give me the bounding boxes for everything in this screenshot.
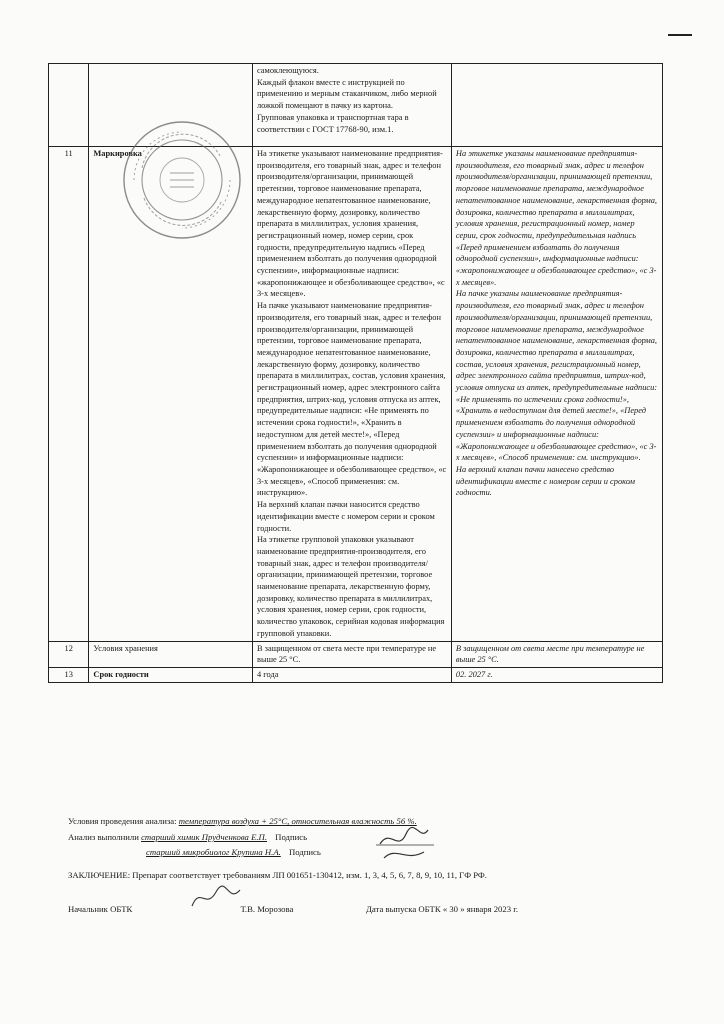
row-number-cell: 11 <box>49 147 89 642</box>
row-name-cell: Маркировка <box>89 147 253 642</box>
table-row <box>49 667 663 682</box>
requirement-cell: В защищенном от света месте при температуре не выше 25 °С. <box>252 641 451 667</box>
row-name-cell: Условия хранения <box>89 641 253 667</box>
row-name-cell: Срок годности <box>89 667 253 682</box>
result-paragraph: На пачке указаны наименование предприятия-производителя, его товарный знак, адрес и телефон производителя/организации, принимающей претензии, торговое наименование препарата, международное непатентованное наименование, лекарственная форма, дозировка, количество препарата в миллилитрах, состав, условия хранения, регистрационный номер, адрес электронного сайта предприятия, штрих-код, условия отпуска из аптек, предупредительные надписи: «Не применять по истечении срока годности!», «Хранить в недоступном для детей месте!», «Перед применением взболтать до получения однородной суспензии» и информационные надписи: «Жаропонижающее и обезболивающее средство», «с 3-х месяцев», «Способ применения: см. инструкцию». <box>455 289 658 463</box>
result-cell <box>451 147 662 642</box>
signature <box>376 822 436 862</box>
requirement-cell <box>252 147 451 642</box>
page-corner-mark <box>668 34 692 36</box>
result-cell: В защищенном от света месте при температуре не выше 25 °С. <box>451 641 662 667</box>
signature <box>186 876 246 916</box>
requirement-paragraph: Групповая упаковка и транспортная тара в соответствии с ГОСТ 17768-90, изм.1. <box>256 112 409 134</box>
analyst-name: старший химик Прудченкова Е.П. <box>141 832 267 842</box>
analysis-label: Анализ выполнили <box>68 832 139 842</box>
signature-label: Подпись <box>275 832 308 842</box>
requirement-cell: 4 года <box>252 667 451 682</box>
table-row <box>49 641 663 667</box>
requirement-paragraph: На пачке указывают наименование предприятия-производителя, его товарный знак, адрес и телефон производителя/организации, принимающей претензии, торговое наименование препарата, международное непатентованное наименование, лекарственную форму, дозировку, количество препарата в миллилитрах, состав, условия хранения, регистрационный номер, адрес электронного сайта предприятия, штрих-код, условия отпуска из аптек, предупредительные надписи: «Не применять по истечении срока годности!», «Хранить в недоступном для детей месте!», «Перед применением взболтать до получения однородной суспензии» и информационные надписи: «Жаропонижающее и обезболивающее средство», «с 3-х месяцев», «Способ применения: см. инструкцию». <box>256 301 447 498</box>
analysts-line-1 <box>68 832 307 842</box>
result-paragraph: На верхний клапан пачки нанесено средство идентификации вместе с номером серии и сроком годности. <box>455 464 635 498</box>
requirement-paragraph: На этикетке указывают наименование предприятия-производителя, его товарный знак, адрес и телефон производителя/организации, принимающей претензии, торговое наименование препарата, международное непатентованное наименование, лекарственную форму, дозировку, количество препарата в миллилитрах, условия хранения, регистрационный номер, номер серии, срок годности, предупредительную надпись «Перед применением взболтать до получения однородной суспензии», информационные надписи: «жаропонижающее и обезболивающее средство», «с 3-х месяцев». <box>256 149 445 299</box>
analysts-line-2 <box>146 847 321 857</box>
conditions-value: температура воздуха + 25°С, относительная влажность 56 %. <box>178 816 417 826</box>
company-stamp <box>120 118 245 243</box>
row-number-cell <box>49 64 89 147</box>
result-cell: 02. 2027 г. <box>451 667 662 682</box>
head-signature-line <box>68 904 293 914</box>
row-number-cell: 13 <box>49 667 89 682</box>
analyst-name: старший микробиолог Крупина Н.А. <box>146 847 281 857</box>
result-paragraph: На этикетке указаны наименование предприятия-производителя, его товарный знак, адрес и телефон производителя/организации, принимающей претензии, торговое наименование препарата, международное непатентованное наименование, лекарственная форма, дозировка, количество препарата в миллилитрах, условия хранения, регистрационный номер, номер серии, срок годности, предупредительная надпись «Перед применением взболтать до получения однородной суспензии», информационные надписи: «жаропонижающее и обезболивающее средство», «с 3-х месяцев». <box>455 149 658 287</box>
conditions-label: Условия проведения анализа: <box>68 816 177 826</box>
requirement-paragraph: На верхний клапан пачки наносится средство идентификации вместе с номером серии и сроком годности. <box>256 500 435 533</box>
head-name: Т.В. Морозова <box>240 904 294 914</box>
requirement-cell <box>252 64 451 147</box>
requirement-paragraph: самоклеющуюся. <box>256 66 319 75</box>
test-conditions <box>68 816 417 826</box>
requirement-paragraph: На этикетке групповой упаковки указывают наименование предприятия-производителя, его товарный знак, адрес и телефон производителя/организации, принимающей претензии, торговое наименование препарата, лекарственную форму, дозировку, количество препарата в миллилитрах, условия хранения, номер серии, срок годности, количество упаковок, серийная кодовая информация групповой упаковки. <box>256 535 445 638</box>
conclusion: ЗАКЛЮЧЕНИЕ: Препарат соответствует требованиям ЛП 001651-130412, изм. 1, 3, 4, 5, 6, 7, 8, 9, 10, 11, ГФ РФ. <box>68 870 487 880</box>
requirement-paragraph: Каждый флакон вместе с инструкцией по применению и мерным стаканчиком, либо мерной ложкой помещают в пачку из картона. <box>256 77 437 111</box>
head-label: Начальник ОБТК <box>68 904 133 914</box>
release-date: Дата выпуска ОБТК « 30 » января 2023 г. <box>366 904 519 914</box>
result-cell <box>451 64 662 147</box>
row-number-cell: 12 <box>49 641 89 667</box>
signature-label: Подпись <box>288 847 321 857</box>
